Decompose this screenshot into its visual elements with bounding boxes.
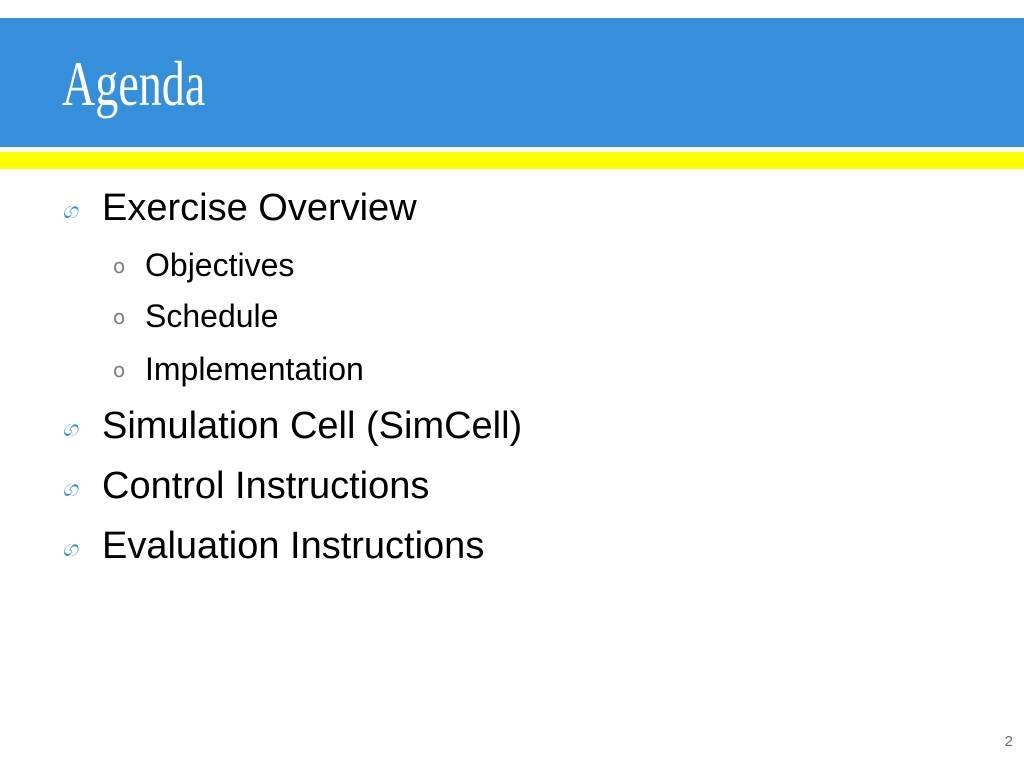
sub-bullet-text: Implementation (145, 351, 364, 387)
sub-bullet-icon: o (113, 305, 126, 329)
bullet-text: Exercise Overview (102, 187, 417, 229)
slide-title: Agenda (62, 48, 206, 119)
bullet-icon: ග (62, 199, 78, 224)
sub-bullet-text: Objectives (145, 247, 295, 283)
sub-bullet-icon: o (113, 358, 126, 382)
slide-number: 2 (1004, 733, 1013, 750)
bullet-icon: ග (62, 537, 78, 562)
bullet-icon: ග (62, 477, 78, 502)
bullet-text: Control Instructions (102, 465, 430, 507)
bullet-icon: ග (62, 417, 78, 442)
sub-bullet-text: Schedule (145, 298, 279, 334)
bullet-text: Simulation Cell (SimCell) (102, 405, 523, 447)
bullet-text: Evaluation Instructions (102, 525, 485, 567)
sub-bullet-icon: o (113, 254, 126, 278)
